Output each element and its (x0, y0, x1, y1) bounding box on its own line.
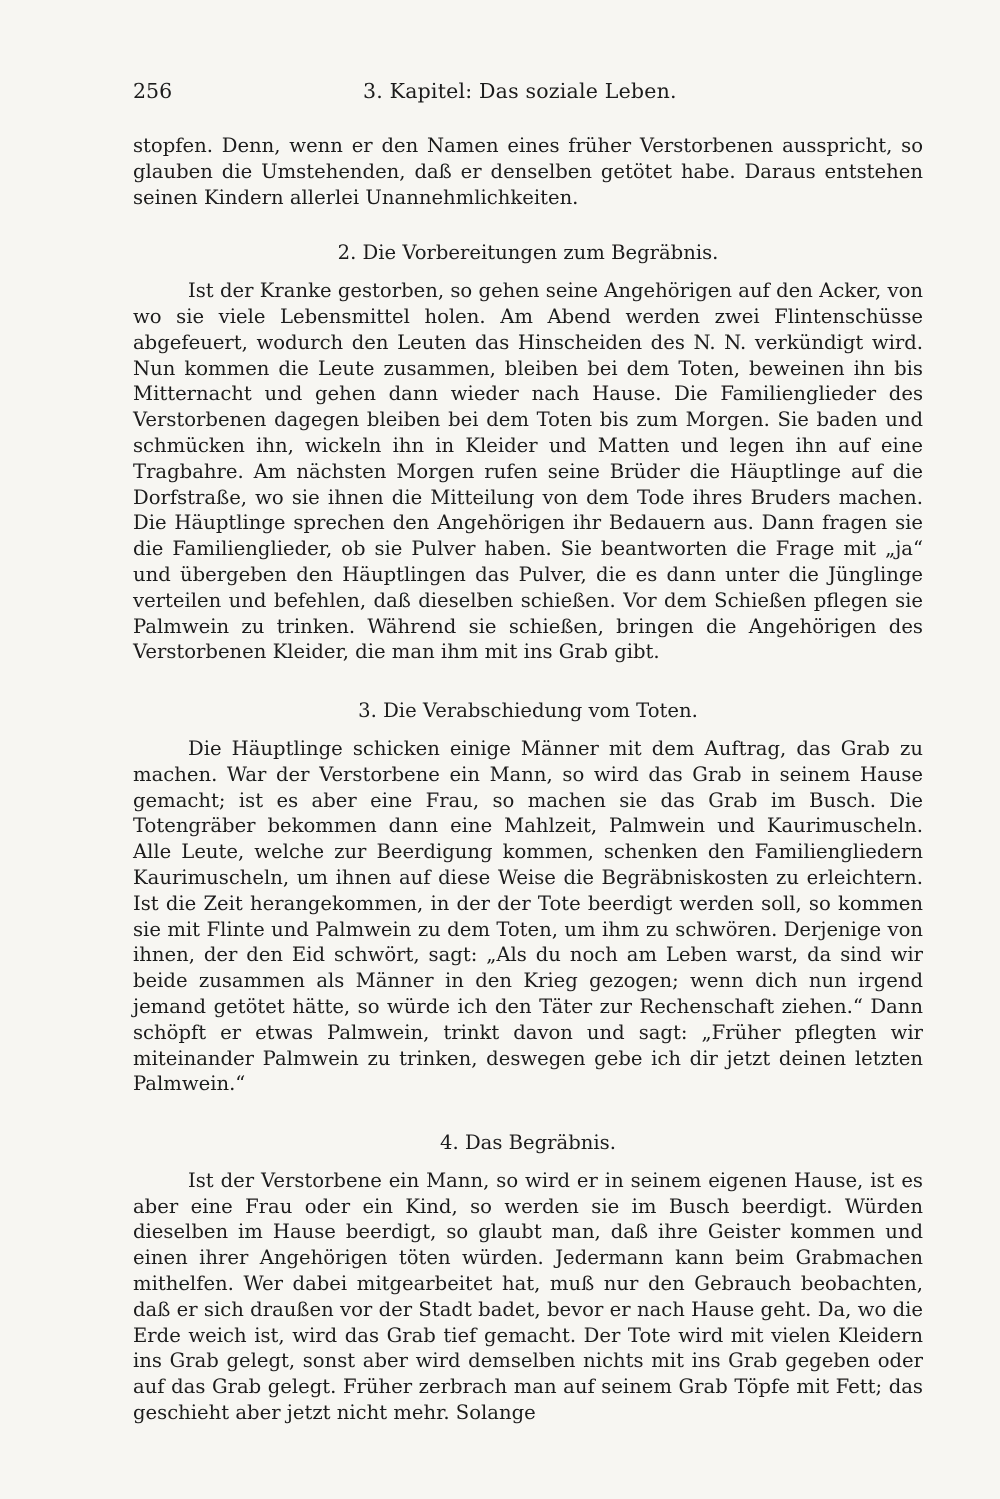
page-header (133, 76, 923, 106)
body-text (133, 133, 923, 1426)
paragraph-continuation: stopfen. Denn, wenn er den Namen eines früher Verstorbenen ausspricht, so glauben die Umstehenden, daß er denselben getötet habe. Daraus entstehen seinen Kindern allerlei Unannehmlichkeiten. (133, 134, 923, 209)
page-number: 256 (133, 79, 173, 103)
paragraph-burial: Ist der Verstorbene ein Mann, so wird er in seinem eigenen Hause, ist es aber eine Frau oder ein Kind, so werden sie im Busch beerdigt. Würden dieselben im Hause beerdigt, so glaubt man, daß ihre Geister kommen und einen ihrer Angehörigen töten würden. Jedermann kann beim Grabmachen mithelfen. Wer dabei mitgearbeitet hat, muß nur den Gebrauch beobachten, daß er sich draußen vor der Stadt badet, bevor er nach Hause geht. Da, wo die Erde weich ist, wird das Grab tief gemacht. Der Tote wird mit vielen Kleidern ins Grab gelegt, sonst aber wird demselben nichts mit ins Grab gegeben oder auf das Grab gelegt. Früher zerbrach man auf seinem Grab Töpfe mit Fett; das geschieht aber jetzt nicht mehr. Solange (133, 1168, 923, 1425)
section-heading-farewell: 3. Die Verabschiedung vom Toten. (358, 699, 698, 723)
running-head: 3. Kapitel: Das soziale Leben. (363, 79, 677, 103)
paragraph-farewell: Die Häuptlinge schicken einige Männer mit dem Auftrag, das Grab zu machen. War der Verstorbene ein Mann, so wird das Grab in seinem Hause gemacht; ist es aber eine Frau, so machen sie das Grab im Busch. Die Totengräber bekommen dann eine Mahlzeit, Palmwein und Kaurimuscheln. Alle Leute, welche zur Beerdigung kommen, schenken den Familiengliedern Kaurimuscheln, um ihnen auf diese Weise die Begräbniskosten zu erleichtern. Ist die Zeit herangekommen, in der der Tote beerdigt werden soll, so kommen sie mit Flinte und Palmwein zu dem Toten, um ihm zu schwören. Derjenige von ihnen, der den Eid schwört, sagt: „Als du noch am Leben warst, da sind wir beide zusammen als Männer in den Krieg gezogen; wenn dich nun irgend jemand getötet hätte, so würde ich den Täter zur Rechenschaft ziehen.“ Dann schöpft er etwas Palmwein, trinkt davon und sagt: „Früher pflegten wir miteinander Palmwein zu trinken, deswegen gebe ich dir jetzt deinen letzten Palmwein.“ (133, 736, 923, 1096)
section-heading-burial: 4. Das Begräbnis. (440, 1131, 616, 1155)
section-heading-preparations: 2. Die Vorbereitungen zum Begräbnis. (337, 241, 719, 265)
paragraph-preparations: Ist der Kranke gestorben, so gehen seine Angehörigen auf den Acker, von wo sie viele Lebensmittel holen. Am Abend werden zwei Flintenschüsse abgefeuert, wodurch den Leuten das Hinscheiden des N. N. verkündigt wird. Nun kommen die Leute zusammen, bleiben bei dem Toten, beweinen ihn bis Mitternacht und gehen dann wieder nach Hause. Die Familienglieder des Verstorbenen dagegen bleiben bei dem Toten bis zum Morgen. Sie baden und schmücken ihn, wickeln ihn in Kleider und Matten und legen ihn auf eine Tragbahre. Am nächsten Morgen rufen seine Brüder die Häuptlinge auf die Dorfstraße, wo sie ihnen die Mitteilung von dem Tode ihres Bruders machen. Die Häuptlinge sprechen den Angehörigen ihr Bedauern aus. Dann fragen sie die Familienglieder, ob sie Pulver haben. Sie beantworten die Frage mit „ja“ und übergeben den Häuptlingen das Pulver, die es dann unter die Jünglinge verteilen und befehlen, daß dieselben schießen. Vor dem Schießen pflegen sie Palmwein zu trinken. Während sie schießen, bringen die Angehörigen des Verstorbenen Kleider, die man ihm mit ins Grab gibt. (133, 279, 923, 664)
